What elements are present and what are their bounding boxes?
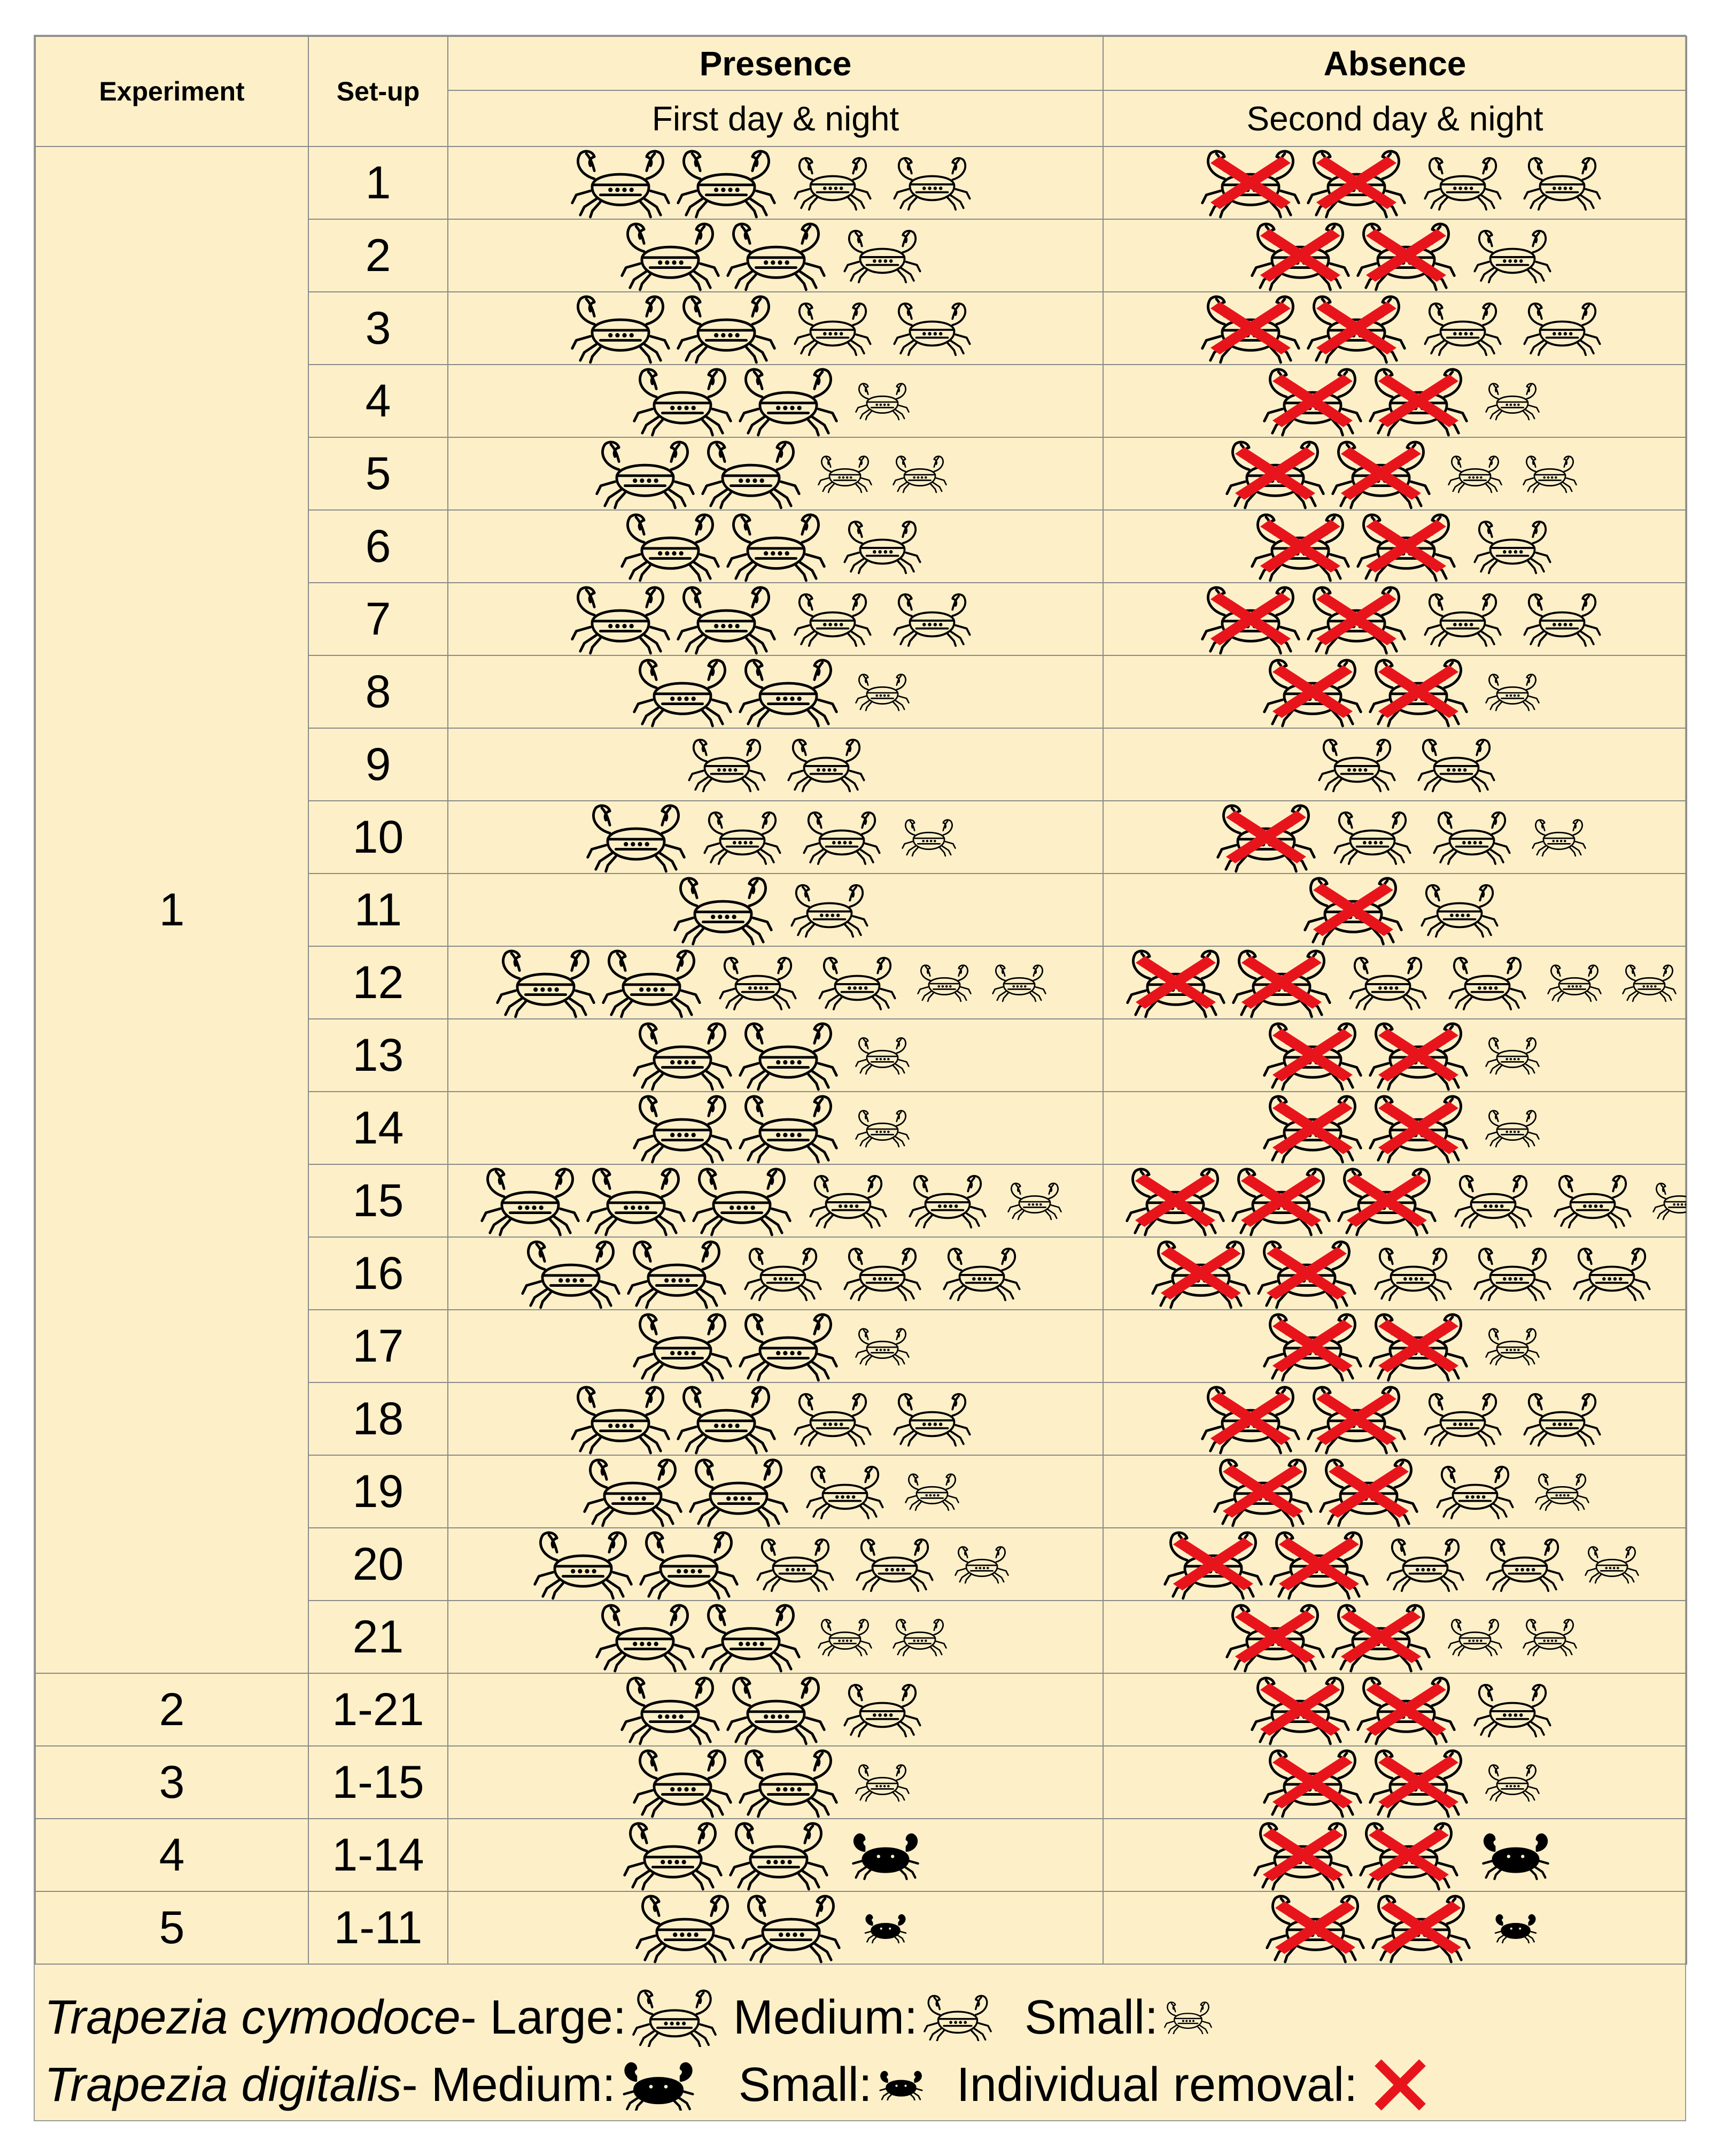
cymodoce-medium-crab-icon [1453,1174,1533,1227]
cymodoce-large-crab-icon [1318,1457,1419,1526]
experiment-table [35,36,1687,1965]
absence-cell [1103,583,1687,655]
cymodoce-medium-crab-icon [702,810,782,864]
cymodoce-large-crab-icon [726,512,826,581]
setup-cell: 6 [308,510,448,583]
cymodoce-medium-crab-icon [1432,810,1512,864]
setup-cell: 14 [308,1092,448,1164]
table-row [35,1673,1687,1746]
digitalis-medium-crab-icon [850,1831,921,1879]
presence-cell [448,1310,1103,1382]
cymodoce-large-crab-icon [623,1821,723,1889]
cymodoce-large-crab-icon [1356,1675,1456,1744]
cymodoce-large-crab-icon [632,1312,733,1380]
cymodoce-large-crab-icon [1256,1239,1357,1308]
cymodoce-small-crab-icon [1447,1618,1503,1656]
cymodoce-medium-crab-icon [1485,1537,1565,1591]
cymodoce-small-crab-icon [901,818,957,856]
cymodoce-large-crab-icon [1368,1094,1469,1162]
experiment-cell: 4 [35,1819,308,1891]
experiment-cell: 3 [35,1746,308,1819]
cymodoce-large-crab-icon [1262,1748,1363,1817]
cymodoce-medium-crab-icon [802,810,882,864]
cymodoce-large-crab-icon [1262,1021,1363,1089]
cymodoce-large-crab-icon [620,1675,720,1744]
setup-cell: 7 [308,583,448,655]
table-body [35,146,1687,1964]
cymodoce-small-crab-icon [1534,1473,1590,1510]
cymodoce-large-crab-icon [741,1894,841,1962]
setup-cell: 17 [308,1310,448,1382]
cymodoce-large-crab-icon [1371,1894,1471,1962]
cymodoce-large-crab-icon [595,1603,695,1671]
cymodoce-large-crab-icon [1306,585,1407,653]
presence-cell [448,1237,1103,1310]
cymodoce-large-crab-icon [1262,1312,1363,1380]
cymodoce-small-crab-icon [817,1618,873,1656]
cymodoce-small-crab-icon [1485,1327,1540,1365]
cymodoce-medium-crab-icon [793,302,873,355]
legend-small-crab-icon [1163,2001,1213,2034]
cymodoce-small-crab-icon [954,1545,1010,1583]
cymodoce-medium-crab-icon [1423,1392,1503,1446]
cymodoce-medium-crab-icon [793,156,873,210]
absence-cell [1103,146,1687,219]
setup-cell: 9 [308,728,448,801]
setup-cell: 15 [308,1164,448,1237]
cymodoce-large-crab-icon [1359,1821,1459,1889]
cymodoce-medium-crab-icon [1472,229,1553,282]
cymodoce-medium-crab-icon [1385,1537,1465,1591]
cymodoce-large-crab-icon [738,367,839,435]
cymodoce-large-crab-icon [570,294,671,362]
cymodoce-medium-crab-icon [1416,738,1496,791]
table-row [35,1891,1687,1964]
cymodoce-small-crab-icon [855,1764,910,1801]
cymodoce-large-crab-icon [1231,1166,1331,1235]
cymodoce-medium-crab-icon [892,302,972,355]
cymodoce-small-crab-icon [855,1037,910,1074]
cymodoce-medium-crab-icon [1472,520,1553,573]
cymodoce-large-crab-icon [632,658,733,726]
legend-digitalis-small-crab-icon [878,2069,925,2100]
absence-cell [1103,365,1687,437]
presence-cell [448,365,1103,437]
header-experiment: Experiment [35,36,308,146]
cymodoce-small-crab-icon [1007,1182,1062,1219]
cymodoce-small-crab-icon [892,1618,948,1656]
cymodoce-small-crab-icon [892,455,948,492]
setup-cell: 4 [308,365,448,437]
absence-cell [1103,1891,1687,1964]
cymodoce-large-crab-icon [1269,1530,1369,1598]
presence-cell [448,1528,1103,1601]
cymodoce-small-crab-icon [1652,1182,1687,1219]
figure-panel [34,35,1686,2121]
cymodoce-large-crab-icon [1337,1166,1437,1235]
cymodoce-large-crab-icon [1253,1821,1353,1889]
cymodoce-medium-crab-icon [1348,956,1428,1009]
cymodoce-large-crab-icon [1306,149,1407,217]
experiment-cell: 1 [35,146,308,1673]
absence-cell [1103,1455,1687,1528]
presence-cell [448,874,1103,946]
setup-cell: 16 [308,1237,448,1310]
cymodoce-medium-crab-icon [842,1683,922,1736]
cymodoce-large-crab-icon [1216,803,1316,871]
presence-cell [448,1746,1103,1819]
setup-cell: 1-15 [308,1746,448,1819]
absence-cell [1103,1382,1687,1455]
cymodoce-large-crab-icon [1125,1166,1225,1235]
cymodoce-medium-crab-icon [805,1465,885,1518]
cymodoce-large-crab-icon [1163,1530,1263,1598]
cymodoce-medium-crab-icon [1522,1392,1602,1446]
cymodoce-small-crab-icon [917,964,972,1001]
absence-cell [1103,1092,1687,1164]
cymodoce-small-crab-icon [1531,818,1587,856]
cymodoce-large-crab-icon [738,1021,839,1089]
cymodoce-medium-crab-icon [907,1174,988,1227]
setup-cell: 8 [308,655,448,728]
presence-cell [448,437,1103,510]
cymodoce-small-crab-icon [991,964,1047,1001]
absence-cell [1103,1528,1687,1601]
presence-cell [448,1164,1103,1237]
cymodoce-small-crab-icon [1522,1618,1578,1656]
setup-cell: 20 [308,1528,448,1601]
cymodoce-large-crab-icon [1262,1094,1363,1162]
setup-cell: 18 [308,1382,448,1455]
setup-cell: 5 [308,437,448,510]
setup-cell: 12 [308,946,448,1019]
legend-digitalis-medium-crab-icon [621,2060,696,2111]
cymodoce-medium-crab-icon [1419,883,1500,937]
cymodoce-large-crab-icon [1368,367,1469,435]
experiment-cell: 5 [35,1891,308,1964]
cymodoce-small-crab-icon [855,673,910,710]
cymodoce-large-crab-icon [673,876,773,944]
absence-cell [1103,219,1687,292]
cymodoce-large-crab-icon [738,1748,839,1817]
presence-cell [448,1673,1103,1746]
cymodoce-large-crab-icon [620,221,720,290]
legend-removal-x-icon [1357,2053,1438,2117]
cymodoce-medium-crab-icon [1423,592,1503,646]
presence-cell [448,1019,1103,1092]
cymodoce-large-crab-icon [738,658,839,726]
absence-cell [1103,1237,1687,1310]
cymodoce-large-crab-icon [570,585,671,653]
cymodoce-small-crab-icon [1522,455,1578,492]
legend-medium-label: Medium: [733,1990,918,2044]
legend-medium-crab-icon [923,1994,992,2041]
cymodoce-small-crab-icon [1485,673,1540,710]
cymodoce-large-crab-icon [632,1021,733,1089]
absence-cell [1103,1310,1687,1382]
absence-cell [1103,1673,1687,1746]
cymodoce-medium-crab-icon [817,956,897,1009]
header-absence: Absence [1103,36,1687,90]
cymodoce-medium-crab-icon [1572,1247,1652,1300]
absence-cell [1103,728,1687,801]
cymodoce-medium-crab-icon [1332,810,1413,864]
cymodoce-small-crab-icon [1485,382,1540,420]
presence-cell [448,655,1103,728]
setup-cell: 1-21 [308,1673,448,1746]
absence-cell [1103,1746,1687,1819]
cymodoce-medium-crab-icon [1522,156,1602,210]
absence-cell [1103,655,1687,728]
cymodoce-medium-crab-icon [1553,1174,1633,1227]
cymodoce-large-crab-icon [1225,439,1325,508]
cymodoce-large-crab-icon [1200,585,1301,653]
cymodoce-large-crab-icon [1331,1603,1431,1671]
cymodoce-medium-crab-icon [808,1174,888,1227]
setup-cell: 1 [308,146,448,219]
cymodoce-medium-crab-icon [892,1392,972,1446]
setup-cell: 10 [308,801,448,874]
setup-cell: 19 [308,1455,448,1528]
cymodoce-large-crab-icon [738,1312,839,1380]
cymodoce-large-crab-icon [726,221,826,290]
presence-cell [448,1455,1103,1528]
cymodoce-medium-crab-icon [1522,592,1602,646]
cymodoce-large-crab-icon [1200,294,1301,362]
cymodoce-large-crab-icon [1126,948,1226,1017]
cymodoce-large-crab-icon [632,367,733,435]
cymodoce-large-crab-icon [738,1094,839,1162]
cymodoce-medium-crab-icon [1522,302,1602,355]
presence-cell [448,219,1103,292]
cymodoce-small-crab-icon [855,1327,910,1365]
presence-cell [448,1382,1103,1455]
cymodoce-large-crab-icon [1306,1385,1407,1453]
setup-cell: 3 [308,292,448,365]
legend-species-digitalis: Trapezia digitalis [44,2058,402,2112]
cymodoce-small-crab-icon [1584,1545,1640,1583]
cymodoce-large-crab-icon [601,948,702,1017]
cymodoce-large-crab-icon [1265,1894,1365,1962]
absence-cell [1103,1601,1687,1673]
absence-cell [1103,1164,1687,1237]
absence-cell [1103,510,1687,583]
cymodoce-large-crab-icon [726,1675,826,1744]
cymodoce-small-crab-icon [904,1473,960,1510]
header-setup: Set-up [308,36,448,146]
cymodoce-medium-crab-icon [1423,156,1503,210]
cymodoce-medium-crab-icon [718,956,798,1009]
absence-cell [1103,1819,1687,1891]
cymodoce-large-crab-icon [1250,1675,1351,1744]
cymodoce-medium-crab-icon [842,520,922,573]
legend [35,1985,1686,2121]
cymodoce-large-crab-icon [1356,512,1456,581]
table-row [35,1746,1687,1819]
cymodoce-large-crab-icon [626,1239,727,1308]
legend-removal-label: Individual removal: [956,2058,1358,2112]
cymodoce-large-crab-icon [570,149,671,217]
cymodoce-large-crab-icon [692,1166,792,1235]
cymodoce-large-crab-icon [728,1821,829,1889]
cymodoce-medium-crab-icon [1373,1247,1453,1300]
cymodoce-large-crab-icon [1262,367,1363,435]
cymodoce-large-crab-icon [676,294,777,362]
cymodoce-large-crab-icon [632,1094,733,1162]
absence-cell [1103,874,1687,946]
setup-cell: 1-11 [308,1891,448,1964]
absence-cell [1103,292,1687,365]
presence-cell [448,801,1103,874]
cymodoce-medium-crab-icon [1435,1465,1515,1518]
cymodoce-large-crab-icon [688,1457,789,1526]
absence-cell [1103,1019,1687,1092]
cymodoce-medium-crab-icon [1472,1683,1553,1736]
cymodoce-large-crab-icon [676,149,777,217]
cymodoce-large-crab-icon [1250,512,1351,581]
cymodoce-large-crab-icon [1306,294,1407,362]
cymodoce-medium-crab-icon [1472,1247,1553,1300]
cymodoce-large-crab-icon [533,1530,633,1598]
cymodoce-medium-crab-icon [755,1537,835,1591]
legend-line-digitalis [44,2053,1438,2117]
cymodoce-large-crab-icon [595,439,695,508]
digitalis-medium-crab-icon [1480,1831,1551,1879]
presence-cell [448,1601,1103,1673]
legend-species-cymodoce: Trapezia cymodoce [44,1990,461,2044]
cymodoce-large-crab-icon [620,512,720,581]
cymodoce-large-crab-icon [586,803,686,871]
setup-cell: 2 [308,219,448,292]
header-second-day: Second day & night [1103,90,1687,146]
cymodoce-large-crab-icon [1331,439,1431,508]
presence-cell [448,583,1103,655]
cymodoce-medium-crab-icon [855,1537,935,1591]
absence-cell [1103,437,1687,510]
cymodoce-large-crab-icon [586,1166,686,1235]
cymodoce-small-crab-icon [1485,1109,1540,1147]
absence-cell [1103,801,1687,874]
cymodoce-large-crab-icon [1213,1457,1313,1526]
absence-cell [1103,946,1687,1019]
header-first-day: First day & night [448,90,1103,146]
cymodoce-medium-crab-icon [793,1392,873,1446]
cymodoce-large-crab-icon [635,1894,735,1962]
cymodoce-medium-crab-icon [1423,302,1503,355]
cymodoce-medium-crab-icon [842,229,922,282]
cymodoce-medium-crab-icon [789,883,870,937]
cymodoce-small-crab-icon [855,382,910,420]
cymodoce-large-crab-icon [480,1166,580,1235]
cymodoce-large-crab-icon [1356,221,1456,290]
cymodoce-large-crab-icon [701,1603,801,1671]
legend-large-label: - Large: [460,1990,626,2044]
cymodoce-medium-crab-icon [687,738,767,791]
cymodoce-large-crab-icon [1368,1021,1469,1089]
setup-cell: 11 [308,874,448,946]
cymodoce-medium-crab-icon [892,156,972,210]
experiment-cell: 2 [35,1673,308,1746]
cymodoce-small-crab-icon [1447,455,1503,492]
legend-line-cymodoce [44,1985,1213,2050]
cymodoce-large-crab-icon [570,1385,671,1453]
cymodoce-large-crab-icon [583,1457,683,1526]
cymodoce-large-crab-icon [701,439,801,508]
cymodoce-large-crab-icon [676,585,777,653]
cymodoce-large-crab-icon [1250,221,1351,290]
cymodoce-large-crab-icon [495,948,596,1017]
presence-cell [448,510,1103,583]
cymodoce-medium-crab-icon [942,1247,1022,1300]
cymodoce-large-crab-icon [1368,1312,1469,1380]
legend-small-label: Small: [1024,1990,1159,2044]
cymodoce-large-crab-icon [639,1530,739,1598]
cymodoce-small-crab-icon [1485,1764,1540,1801]
legend-large-crab-icon [632,1988,717,2047]
table-row [35,146,1687,219]
presence-cell [448,1891,1103,1964]
presence-cell [448,728,1103,801]
cymodoce-medium-crab-icon [1447,956,1527,1009]
cymodoce-small-crab-icon [855,1109,910,1147]
cymodoce-small-crab-icon [817,455,873,492]
cymodoce-small-crab-icon [1485,1037,1540,1074]
legend-digitalis-medium-label: - Medium: [401,2058,616,2112]
cymodoce-large-crab-icon [1303,876,1403,944]
presence-cell [448,292,1103,365]
digitalis-small-crab-icon [1493,1913,1539,1943]
cymodoce-large-crab-icon [1368,658,1469,726]
cymodoce-small-crab-icon [1621,964,1677,1001]
cymodoce-medium-crab-icon [743,1247,823,1300]
digitalis-small-crab-icon [863,1913,909,1943]
setup-cell: 21 [308,1601,448,1673]
cymodoce-medium-crab-icon [786,738,866,791]
cymodoce-large-crab-icon [1225,1603,1325,1671]
cymodoce-medium-crab-icon [1317,738,1397,791]
cymodoce-large-crab-icon [1151,1239,1251,1308]
cymodoce-large-crab-icon [1231,948,1332,1017]
cymodoce-large-crab-icon [521,1239,621,1308]
setup-cell: 13 [308,1019,448,1092]
cymodoce-medium-crab-icon [842,1247,922,1300]
setup-cell: 1-14 [308,1819,448,1891]
cymodoce-large-crab-icon [1262,658,1363,726]
cymodoce-large-crab-icon [1368,1748,1469,1817]
presence-cell [448,946,1103,1019]
cymodoce-medium-crab-icon [793,592,873,646]
cymodoce-large-crab-icon [676,1385,777,1453]
cymodoce-large-crab-icon [1200,1385,1301,1453]
cymodoce-large-crab-icon [1200,149,1301,217]
cymodoce-large-crab-icon [632,1748,733,1817]
cymodoce-small-crab-icon [1547,964,1602,1001]
presence-cell [448,1819,1103,1891]
legend-digitalis-small-label: Small: [738,2058,872,2112]
header-presence: Presence [448,36,1103,90]
presence-cell [448,1092,1103,1164]
table-row [35,1819,1687,1891]
presence-cell [448,146,1103,219]
cymodoce-medium-crab-icon [892,592,972,646]
